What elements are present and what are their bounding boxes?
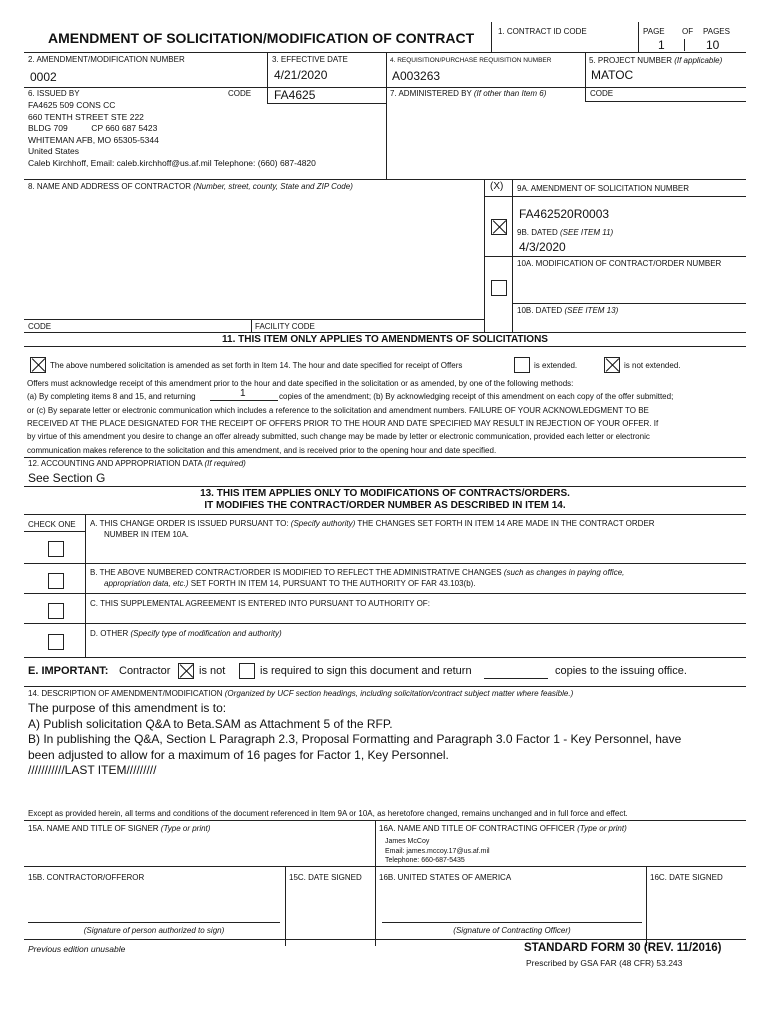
- check-one-label: CHECK ONE: [28, 520, 76, 529]
- item-13c-line: C. THIS SUPPLEMENTAL AGREEMENT IS ENTERED INTO PURSUANT TO AUTHORITY OF:: [90, 599, 430, 608]
- effective-date-value: 4/21/2020: [274, 68, 328, 82]
- modification-checkbox[interactable]: [491, 280, 507, 296]
- facility-code-label: FACILITY CODE: [255, 322, 315, 331]
- important-label: E. IMPORTANT:: [28, 665, 109, 677]
- contractor-label: 8. NAME AND ADDRESS OF CONTRACTOR (Number, street, county, State and ZIP Code): [28, 182, 353, 191]
- not-extended-checkbox[interactable]: [604, 357, 620, 373]
- section-11-para-5: by virtue of this amendment you desire to change an offer already submitted, such change may be made by letter or electronic communication, provided each letter or electronic: [27, 432, 650, 441]
- previous-edition-note: Previous edition unusable: [28, 944, 126, 954]
- issued-by-label: 6. ISSUED BY: [28, 89, 80, 98]
- item-13b-checkbox[interactable]: [48, 573, 64, 589]
- pages-value: 10: [706, 38, 720, 52]
- contractor-word: Contractor: [119, 665, 171, 677]
- section-11-title: 11. THIS ITEM ONLY APPLIES TO AMENDMENTS OF SOLICITATIONS: [222, 334, 548, 345]
- is-required-checkbox[interactable]: [239, 663, 255, 679]
- page-label: PAGE: [643, 27, 665, 36]
- modification-number-label: 10A. MODIFICATION OF CONTRACT/ORDER NUMBER: [517, 259, 722, 268]
- standard-form-label: STANDARD FORM 30 (REV. 11/2016): [524, 942, 722, 954]
- form-title: AMENDMENT OF SOLICITATION/MODIFICATION OF CONTRACT: [48, 30, 475, 46]
- effective-date-label: 3. EFFECTIVE DATE: [272, 55, 348, 64]
- pages-label: PAGES: [703, 27, 730, 36]
- solicitation-number-value: FA462520R0003: [519, 207, 610, 221]
- solicitation-amended-checkbox[interactable]: [30, 357, 46, 373]
- project-number-label: 5. PROJECT NUMBER (If applicable): [589, 56, 723, 65]
- section-11-para-2: copies of the amendment; (b) By acknowledging receipt of this amendment on each copy of the offer submitted;: [279, 392, 674, 401]
- item-13b-line1: B. THE ABOVE NUMBERED CONTRACT/ORDER IS MODIFIED TO REFLECT THE ADMINISTRATIVE CHANGES (such as changes in paying office,: [90, 568, 625, 577]
- contract-id-label: 1. CONTRACT ID CODE: [498, 27, 587, 36]
- of-label: OF: [682, 27, 694, 36]
- item-13a-line1: A. THIS CHANGE ORDER IS ISSUED PURSUANT TO: (Specify authority) THE CHANGES SET FORTH IN ITEM 14 ARE MADE IN THE CONTRACT ORDER: [90, 519, 655, 528]
- amendment-number-value: 0002: [30, 70, 57, 84]
- dated-10b-label: 10B. DATED (SEE ITEM 13): [517, 306, 619, 315]
- page-value: 1: [658, 38, 665, 52]
- copies-returned-value: 1: [240, 388, 246, 399]
- section-11-line1: The above numbered solicitation is amended as set forth in Item 14. The hour and date specified for receipt of Offers: [50, 361, 463, 370]
- section-13-title-1: 13. THIS ITEM APPLIES ONLY TO MODIFICATIONS OF CONTRACTS/ORDERS.: [200, 488, 570, 499]
- x-column-label: (X): [490, 181, 504, 192]
- amendment-number-label: 2. AMENDMENT/MODIFICATION NUMBER: [28, 55, 185, 64]
- contractor-date-signed-label: 15C. DATE SIGNED: [289, 873, 362, 882]
- requisition-label: 4. REQUISITION/PURCHASE REQUISITION NUMBER: [390, 57, 552, 64]
- item-13a-line2: NUMBER IN ITEM 10A.: [104, 530, 189, 539]
- section-11-para-1: (a) By completing items 8 and 15, and returning: [27, 392, 196, 401]
- officer-date-signed-label: 16C. DATE SIGNED: [650, 873, 723, 882]
- usa-label: 16B. UNITED STATES OF AMERICA: [379, 873, 512, 882]
- officer-name-label: 16A. NAME AND TITLE OF CONTRACTING OFFICER (Type or print): [379, 824, 627, 833]
- dated-9b-label: 9B. DATED (SEE ITEM 11): [517, 228, 614, 237]
- is-extended-checkbox[interactable]: [514, 357, 530, 373]
- copies-issuing-office: copies to the issuing office.: [555, 665, 687, 677]
- accounting-data-value: See Section G: [28, 471, 106, 485]
- accounting-data-label: 12. ACCOUNTING AND APPROPRIATION DATA (If required): [28, 459, 246, 468]
- administered-code-label: CODE: [590, 89, 614, 98]
- administered-by-label: 7. ADMINISTERED BY (If other than Item 6): [390, 89, 547, 98]
- issued-code-value: FA4625: [274, 88, 316, 102]
- is-not-label: is not: [199, 665, 226, 677]
- section-11-para-3: or (c) By separate letter or electronic communication which includes a reference to the solicitation and amendment numbers. FAILURE OF YOUR ACKNOWLEDGMENT TO BE: [27, 406, 649, 415]
- section-11-para-4: RECEIVED AT THE PLACE DESIGNATED FOR THE RECEIPT OF OFFERS PRIOR TO THE HOUR AND DATE SPECIFIED MAY RESULT IN REJECTION OF YOUR OFFER. If: [27, 419, 659, 428]
- item-13d-line: D. OTHER (Specify type of modification and authority): [90, 629, 282, 638]
- description-label: 14. DESCRIPTION OF AMENDMENT/MODIFICATION (Organized by UCF section headings, including solicitation/contract subject matter where feasible.): [28, 689, 574, 698]
- issuing-office-address: FA4625 509 CONS CC 660 TENTH STREET STE 222 BLDG 709 CP 660 687 5423 WHITEMAN AFB, MO 65305-5344 United States Caleb Kirchhoff, Email: caleb.kirchhoff@us.af.mil Telephone: (660) 687-4820: [28, 100, 316, 168]
- prescribed-by-label: Prescribed by GSA FAR (48 CFR) 53.243: [526, 958, 683, 968]
- item-13d-checkbox[interactable]: [48, 634, 64, 650]
- project-number-value: MATOC: [591, 68, 634, 82]
- item-13a-checkbox[interactable]: [48, 541, 64, 557]
- item-13b-line2: appropriation data, etc.) SET FORTH IN ITEM 14, PURSUANT TO THE AUTHORITY OF FAR 43.103(b).: [104, 579, 476, 588]
- section-11-para-0: Offers must acknowledge receipt of this amendment prior to the hour and date specified in the solicitation or as amended, by one of the following methods:: [27, 379, 574, 388]
- dated-9b-value: 4/3/2020: [519, 240, 566, 254]
- contractor-signature-caption: (Signature of person authorized to sign): [83, 926, 225, 935]
- officer-signature-caption: (Signature of Contracting Officer): [453, 926, 571, 935]
- solicitation-number-label: 9A. AMENDMENT OF SOLICITATION NUMBER: [517, 184, 690, 193]
- not-extended-label: is not extended.: [624, 361, 681, 370]
- section-13-title-2: IT MODIFIES THE CONTRACT/ORDER NUMBER AS DESCRIBED IN ITEM 14.: [204, 500, 566, 511]
- officer-details: James McCoy Email: james.mccoy.17@us.af.mil Telephone: 660-687-5435: [385, 838, 490, 864]
- except-provided-text: Except as provided herein, all terms and conditions of the document referenced in Item 9A or 10A, as heretofore changed, remains unchanged and in full force and effect.: [28, 809, 628, 818]
- is-required-label: is required to sign this document and return: [260, 665, 472, 677]
- is-extended-label: is extended.: [534, 361, 578, 370]
- amendment-checkbox[interactable]: [491, 219, 507, 235]
- signer-name-label: 15A. NAME AND TITLE OF SIGNER (Type or print): [28, 824, 211, 833]
- section-11-para-6: communication makes reference to the solicitation and this amendment, and is received prior to the opening hour and date specified.: [27, 446, 497, 455]
- item-13c-checkbox[interactable]: [48, 603, 64, 619]
- issued-code-label: CODE: [228, 89, 252, 98]
- description-body: The purpose of this amendment is to: A) Publish solicitation Q&A to Beta.SAM as Attachment 5 of the RFP. B) In publishing the Q&A, Section L Paragraph 2.3, Proposal Formatting and Paragraph 3.0 Factor 1 - Key Personnel, have been adjusted to allow for a maximum of 16 pages for Factor 1, Key Personnel. ///////////LAST ITEM/////////: [28, 701, 682, 777]
- requisition-value: A003263: [392, 69, 441, 83]
- is-not-checkbox[interactable]: [178, 663, 194, 679]
- contractor-offeror-label: 15B. CONTRACTOR/OFFEROR: [28, 873, 145, 882]
- contractor-code-label: CODE: [28, 322, 52, 331]
